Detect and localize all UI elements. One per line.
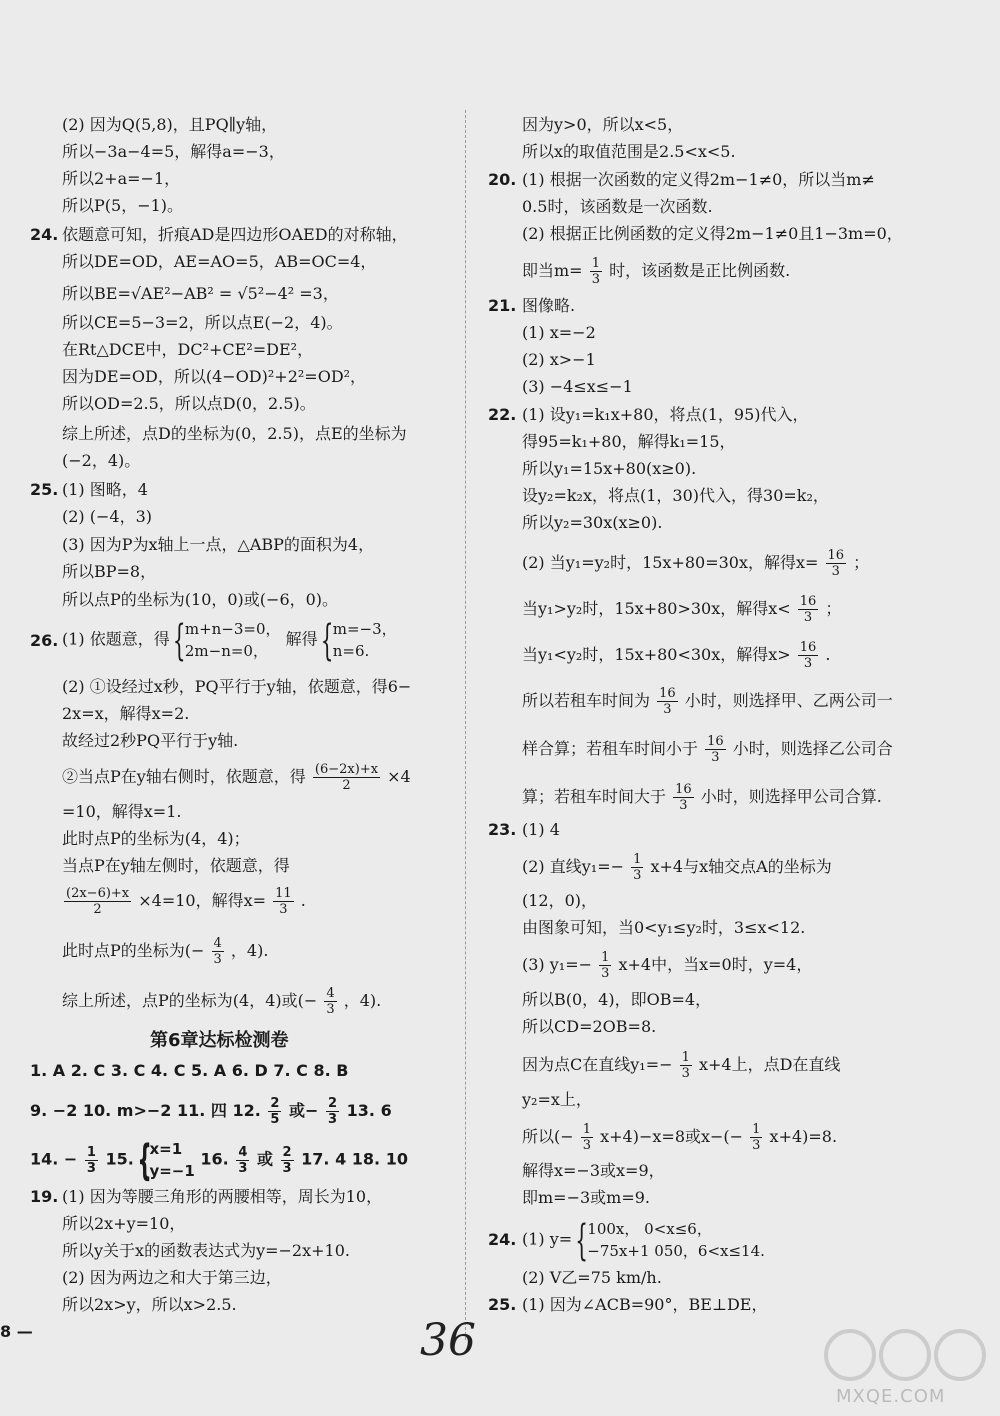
numerator: 2	[270, 1096, 280, 1111]
fraction	[236, 1145, 249, 1176]
text-line: 因为DE=OD，所以(4−OD)²+2²=OD²，	[62, 367, 367, 386]
text-span: 当y₁<y₂时，15x+80<30x，解得x>	[522, 645, 791, 664]
text-line: 所以P(5，−1)。	[62, 196, 184, 215]
section-heading: 第6章达标检测卷	[150, 1030, 289, 1051]
question-number: 21.	[488, 296, 517, 315]
text-span: x+4与x轴交点A的坐标为	[650, 857, 832, 876]
fraction	[826, 548, 847, 579]
fraction	[324, 986, 336, 1017]
equation: { x=1	[149, 1140, 183, 1158]
numerator: 1	[681, 1050, 690, 1065]
text-span: ，4).	[343, 991, 382, 1010]
question-number: 25.	[30, 480, 59, 499]
question-number: 23.	[488, 820, 517, 839]
numerator: (6−2x)+x	[314, 762, 379, 777]
text-span: ，4).	[230, 941, 269, 960]
text-line	[522, 594, 841, 625]
text-line: (3) 因为P为x轴上一点，△ABP的面积为4，	[62, 535, 375, 554]
text-line: 由图象可知，当0<y₁≤y₂时，3≤x<12.	[522, 918, 806, 937]
text-span: 此时点P的坐标为(−	[62, 941, 205, 960]
fraction	[313, 762, 380, 793]
question-number: 24.	[30, 225, 59, 244]
fraction	[798, 640, 819, 671]
text-span: 样合算；若租车时间小于	[522, 739, 699, 758]
numerator: 11	[275, 886, 292, 901]
numerator: 2	[328, 1096, 338, 1111]
fraction	[64, 886, 131, 917]
denominator: 3	[328, 1112, 338, 1127]
numerator: 1	[591, 256, 600, 271]
numerator: 16	[827, 548, 845, 563]
fraction	[631, 852, 643, 883]
text-line	[522, 852, 832, 883]
text-line: (2) V乙=75 km/h.	[522, 1268, 662, 1287]
text-line: (2) 因为Q(5,8)，且PQ∥y轴，	[62, 115, 278, 134]
text-line: 所以B(0，4)，即OB=4，	[522, 990, 712, 1009]
denominator: 3	[601, 966, 610, 981]
text-line: 所以2x+y=10，	[62, 1214, 186, 1233]
text-span: 因为点C在直线y₁=−	[522, 1055, 673, 1074]
numerator: 16	[659, 686, 676, 701]
text-line: 所以点P的坐标为(10，0)或(−6，0)。	[62, 590, 339, 609]
text-span: x+4中，当x=0时，y=4，	[618, 955, 813, 974]
numerator: (2x−6)+x	[66, 886, 130, 901]
text-span: 解得	[285, 629, 318, 649]
numerator: 1	[633, 852, 642, 867]
question-number: 22.	[488, 405, 517, 424]
numerator: 4	[238, 1144, 248, 1160]
text-line	[522, 686, 893, 717]
fraction	[673, 782, 694, 813]
text-span: 17. 4 18. 10	[301, 1149, 408, 1169]
text-line	[522, 1218, 765, 1262]
text-line: 故经过2秒PQ平行于y轴.	[62, 731, 239, 750]
text-line	[522, 734, 893, 765]
text-line	[62, 986, 381, 1017]
text-span: 13. 6	[346, 1101, 392, 1120]
text-line	[522, 256, 790, 287]
fraction	[212, 936, 224, 967]
denominator: 2	[342, 778, 351, 793]
text-line: (3) −4≤x≤−1	[522, 377, 633, 396]
text-span: 小时，则选择甲、乙两公司一	[684, 691, 893, 710]
text-span: 或	[256, 1149, 273, 1169]
text-line: (2) x>−1	[522, 350, 596, 369]
text-line: (1) 4	[522, 820, 560, 839]
page-number: 8 —	[0, 1322, 33, 1341]
numerator: 1	[582, 1122, 592, 1137]
text-line: 在Rt△DCE中，DC²+CE²=DE²，	[62, 340, 314, 359]
denominator: 3	[213, 952, 222, 967]
text-line: (1) x=−2	[522, 323, 596, 342]
denominator: 3	[681, 1066, 690, 1081]
text-span: 算；若租车时间大于	[522, 787, 667, 806]
text-span: x+4)=8.	[769, 1127, 838, 1146]
denominator: 3	[803, 610, 813, 625]
text-line: 所以DE=OD，AE=AO=5，AB=OC=4，	[62, 252, 377, 271]
text-line: (1) 因为∠ACB=90°，BE⊥DE，	[522, 1295, 768, 1314]
numerator: 16	[707, 734, 724, 749]
denominator: 3	[591, 272, 600, 287]
text-line: 即m=−3或m=9.	[522, 1188, 651, 1207]
denominator: 3	[663, 702, 672, 717]
denominator: 3	[831, 564, 840, 579]
text-line: 所以BE=√AE²−AB² = √5²−4² =3，	[62, 284, 339, 303]
fraction	[750, 1122, 762, 1153]
text-span: 综上所述，点P的坐标为(4，4)或(−	[62, 991, 318, 1010]
answer-line	[30, 1138, 408, 1182]
text-line: 所以2+a=−1，	[62, 169, 181, 188]
equation-system	[323, 618, 397, 662]
text-line: (−2，4)。	[62, 451, 141, 470]
text-line	[522, 950, 812, 981]
text-line: 得95=k₁+80，解得k₁=15，	[522, 432, 736, 451]
denominator: 3	[752, 1138, 761, 1153]
text-span: (1) y=	[522, 1229, 573, 1249]
text-span: 或−	[289, 1101, 319, 1120]
text-span: ；	[825, 599, 842, 618]
question-number: 24.	[488, 1230, 517, 1249]
numerator: 2	[282, 1144, 292, 1160]
text-line	[62, 886, 306, 917]
text-span: 所以若租车时间为	[522, 691, 651, 710]
fraction	[599, 950, 611, 981]
text-span: .	[825, 645, 831, 664]
fraction	[590, 256, 602, 287]
fraction	[581, 1122, 593, 1153]
text-line	[62, 936, 268, 967]
text-line: 所以y₁=15x+80(x≥0).	[522, 459, 697, 478]
text-span: (2) 直线y₁=−	[522, 857, 625, 876]
text-line: 所以y₂=30x(x≥0).	[522, 513, 663, 532]
numerator: 16	[675, 782, 692, 797]
text-line	[62, 618, 397, 662]
answer-line: 1. A 2. C 3. C 4. C 5. A 6. D 7. C 8. B	[30, 1061, 349, 1080]
text-line	[522, 782, 882, 813]
fraction	[85, 1145, 98, 1176]
fraction	[705, 734, 726, 765]
text-line: 因为y>0，所以x<5，	[522, 115, 684, 134]
text-span: x+4)−x=8或x−(−	[600, 1127, 744, 1146]
text-line: 所以CE=5−3=2，所以点E(−2，4)。	[62, 313, 343, 332]
text-span: 小时，则选择甲公司合算.	[700, 787, 882, 806]
text-line: 解得x=−3或x=9，	[522, 1161, 665, 1180]
text-line: (2) 根据正比例函数的定义得2m−1≠0且1−3m=0，	[522, 224, 903, 243]
numerator: 1	[601, 950, 610, 965]
fraction	[657, 686, 678, 717]
text-line: (2) 因为两边之和大于第三边，	[62, 1268, 282, 1287]
text-line: (2) (−4，3)	[62, 507, 153, 526]
text-span: 14. −	[30, 1149, 78, 1169]
equation: { 100x， 0<x≤6，	[587, 1220, 712, 1238]
text-span: 当y₁>y₂时，15x+80>30x，解得x<	[522, 599, 791, 618]
text-span: .	[300, 891, 306, 910]
denominator: 3	[326, 1002, 335, 1017]
text-line: 所以−3a−4=5，解得a=−3，	[62, 142, 285, 161]
handwritten-number: 36	[420, 1315, 476, 1366]
text-line	[522, 1050, 840, 1081]
numerator: 4	[213, 936, 222, 951]
text-line: 图像略.	[522, 296, 576, 315]
text-line: 设y₂=k₂x，将点(1，30)代入，得30=k₂，	[522, 486, 829, 505]
column-divider	[465, 110, 466, 1340]
question-number: 25.	[488, 1295, 517, 1314]
text-line: 所以CD=2OB=8.	[522, 1017, 657, 1036]
text-span: (1) 依题意，得	[62, 629, 170, 649]
denominator: 3	[633, 868, 642, 883]
text-line: y₂=x上，	[522, 1090, 592, 1109]
equation-system	[139, 1138, 194, 1182]
denominator: 3	[282, 1160, 292, 1176]
numerator: 16	[799, 594, 817, 609]
denominator: 3	[711, 750, 720, 765]
denominator: 3	[238, 1160, 248, 1176]
text-line: (12，0)，	[522, 891, 598, 910]
equation: n=6.	[332, 642, 370, 660]
fraction	[798, 594, 819, 625]
text-line: 所以BP=8，	[62, 562, 157, 581]
text-line: (1) 设y₁=k₁x+80，将点(1，95)代入，	[522, 405, 809, 424]
denominator: 3	[582, 1138, 592, 1153]
text-line: (1) 根据一次函数的定义得2m−1≠0，所以当m≠	[522, 170, 875, 189]
denominator: 2	[93, 902, 102, 917]
denominator: 5	[270, 1112, 280, 1127]
fraction	[326, 1096, 339, 1127]
text-span: 时，该函数是正比例函数.	[609, 261, 791, 280]
text-line: (2) ①设经过x秒，PQ平行于y轴，依题意，得6−	[62, 677, 412, 696]
text-line	[62, 762, 411, 793]
equation: { m=−3，	[332, 620, 397, 638]
fraction	[281, 1145, 294, 1176]
answer-line	[30, 1096, 392, 1127]
text-span: ×4=10，解得x=	[138, 891, 267, 910]
text-span: 即当m=	[522, 261, 583, 280]
text-line	[522, 640, 831, 671]
denominator: 3	[679, 798, 688, 813]
text-span: 9. −2 10. m>−2 11. 四 12.	[30, 1101, 261, 1120]
equation: −75x+1 050，6<x≤14.	[587, 1242, 765, 1260]
text-line: (1) 图略，4	[62, 480, 148, 499]
fraction	[268, 1096, 281, 1127]
text-span: (3) y₁=−	[522, 955, 593, 974]
text-span: ×4	[387, 767, 411, 786]
equation-system	[577, 1218, 765, 1262]
denominator: 3	[803, 656, 813, 671]
question-number: 20.	[488, 170, 517, 189]
text-line: 2x=x，解得x=2.	[62, 704, 190, 723]
text-line: 所以x的取值范围是2.5<x<5.	[522, 142, 736, 161]
text-span: 小时，则选择乙公司合	[732, 739, 893, 758]
text-span: 16.	[200, 1149, 229, 1169]
equation: { m+n−3=0，	[184, 620, 281, 638]
text-line: 当点P在y轴左侧时，依题意，得	[62, 856, 290, 875]
text-line: (1) 因为等腰三角形的两腰相等，周长为10，	[62, 1187, 383, 1206]
fraction	[273, 886, 294, 917]
numerator: 1	[86, 1144, 96, 1160]
denominator: 3	[86, 1160, 96, 1176]
equation-system	[175, 618, 281, 662]
numerator: 4	[326, 986, 335, 1001]
text-span: x+4上，点D在直线	[698, 1055, 841, 1074]
text-span: ；	[853, 553, 870, 572]
text-line	[522, 1122, 837, 1153]
equation: 2m−n=0，	[184, 642, 268, 660]
text-line: 综上所述，点D的坐标为(0，2.5)，点E的坐标为	[62, 424, 407, 443]
question-number: 19.	[30, 1187, 59, 1206]
numerator: 1	[752, 1122, 761, 1137]
watermark-text: MXQE.COM	[836, 1386, 946, 1407]
text-line: 0.5时，该函数是一次函数.	[522, 197, 713, 216]
text-span: ②当点P在y轴右侧时，依题意，得	[62, 767, 306, 786]
text-line: 所以y关于x的函数表达式为y=−2x+10.	[62, 1241, 350, 1260]
text-span: 15.	[105, 1149, 134, 1169]
text-line: 此时点P的坐标为(4，4)；	[62, 829, 250, 848]
text-line: 依题意可知，折痕AD是四边形OAED的对称轴，	[62, 225, 408, 244]
question-number: 26.	[30, 631, 59, 650]
text-line: 所以OD=2.5，所以点D(0，2.5)。	[62, 394, 316, 413]
denominator: 3	[279, 902, 288, 917]
fraction	[680, 1050, 692, 1081]
numerator: 16	[799, 640, 817, 655]
text-span: 所以(−	[522, 1127, 574, 1146]
text-line	[522, 548, 869, 579]
text-line: 所以2x>y，所以x>2.5.	[62, 1295, 237, 1314]
equation: y=−1	[149, 1162, 195, 1180]
text-line: =10，解得x=1.	[62, 802, 182, 821]
text-span: (2) 当y₁=y₂时，15x+80=30x，解得x=	[522, 553, 819, 572]
